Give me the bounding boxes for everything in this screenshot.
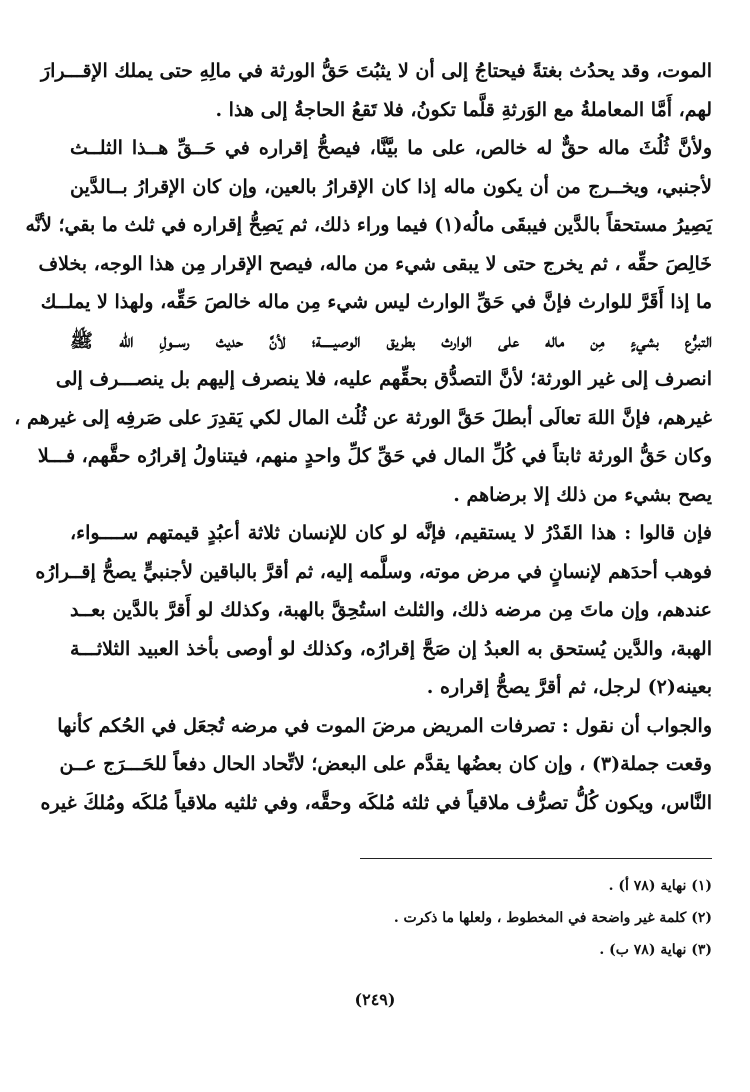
footnote-item: (٣) نهاية (٧٨ ب) . [599,942,712,958]
footnotes [70,870,712,966]
text-line: الهبة، والدَّين يُستحق به العبدُ إن صَحَّ إقرارُه، وكذلك لو أوصى بأخذ العبيد الثلاثـــة [70,637,712,660]
text-line: النَّاس، ويكون كُلُّ تصرُّف ملاقياً في ثلثه مُلكَه وحقَّه، وفي ثلثيه ملاقياً مُلكَه ومُلكَ غيره [40,791,712,814]
text-line: الموت، وقد يحدُث بغتةً فيحتاجُ إلى أن لا يثبُتَ حَقُّ الورثة في مالِهِ حتى يملك الإقـــرارَ [40,60,712,82]
text-line: عندهم، وإن ماتَ مِن مرضه ذلك، والثلث استُحِقَّ بالهبة، وكذلك لو أَقرَّ بالدَّين بعــد [70,599,712,621]
text-line: وقعت جملة(٣) ، وإن كان بعضُها يقدَّم على البعض؛ لاتِّحاد الحال دفعاً للحَـــرَج عــن [59,753,712,775]
text-line: ما إذا أَقَرَّ للوارث فإنَّ في حَقِّ الوارث ليس شيء مِن ماله خالصَ حَقِّه، ولهذا لا يملــك [40,291,712,313]
text-line: يصح بشيء من ذلك إلا برضاهم . [453,483,712,506]
text-line: غيرهم، فإنَّ اللهَ تعالَى أبطلَ حَقَّ الورثة عن ثُلُث المال لكي يَقدِرَ على صَرفِه إلى غيرهم ، [14,406,712,429]
text-line: التبرُّع بشيءٍ مِن ماله على الوارث بطريق الوصيـــــة؛ لأنَّ حديث رســولِ الله ﷺ [70,329,712,352]
text-line: خَالِصَ حقِّه ، ثم يخرج حتى لا يبقى شيء من ماله، فيصح الإقرار مِن هذا الوجه، بخلاف [38,252,712,275]
text-line: لهم، أَمَّا المعاملةُ مع الوَرثةِ قلَّما تكونُ، فلا تَقعُ الحاجةُ إلى هذا . [215,98,712,121]
text-line: فإن قالوا : هذا القَدْرُ لا يستقيم، فإنَّه لو كان للإنسان ثلاثة أعبُدٍ قيمتهم ســــواء، [70,522,712,544]
footnote-item: (٢) كلمة غير واضحة في المخطوط ، ولعلها ما ذكرت . [393,910,712,926]
text-line: والجواب أن نقول : تصرفات المريض مرضَ الموت في مرضه تُجعَل في الحُكم كأنها [57,714,712,737]
text-line: انصرف إلى غير الورثة؛ لأنَّ التصدُّق بحقِّهم عليه، فلا ينصرف إليهم بل ينصـــرف إلى [55,368,712,390]
text-line: فوهب أحدَهم لإنسانٍ في مرض موته، وسلَّمه إليه، ثم أقرَّ بالباقين لأجنبيٍّ يصحُّ إقــرارُه [35,560,712,583]
text-line: بعينه(٢) لرجل، ثم أقرَّ يصحُّ إقراره . [426,676,712,698]
text-line: لأجنبي، ويخــرج من أن يكون ماله إذا كان الإقرارُ بالعين، وإن كان الإقرارُ بــالدَّين [70,175,712,198]
body-text [14,52,712,822]
footnote-divider [360,858,712,859]
page-number: (٢٤٩) [354,990,396,1009]
footnote-item: (١) نهاية (٧٨ أ) . [608,878,712,894]
text-line: يَصِيرُ مستحقاً بالدَّين فيبقَى مالُه(١) فيما وراء ذلك، ثم يَصِحُّ إقراره في ثلث ما بقي؛ لأنَّه [25,214,712,236]
text-line: ولأنَّ ثُلُثَ ماله حقٌّ له خالص، على ما بيَّنَّا، فيصحُّ إقراره في حَــقِّ هــذا الثلــث [70,137,712,159]
text-line: وكان حَقُّ الورثة ثابتاً في كُلِّ المال في حَقِّ كلِّ واحدٍ منهم، فيتناولُ إقرارُه حقَّهم، فـــلا [37,445,712,467]
